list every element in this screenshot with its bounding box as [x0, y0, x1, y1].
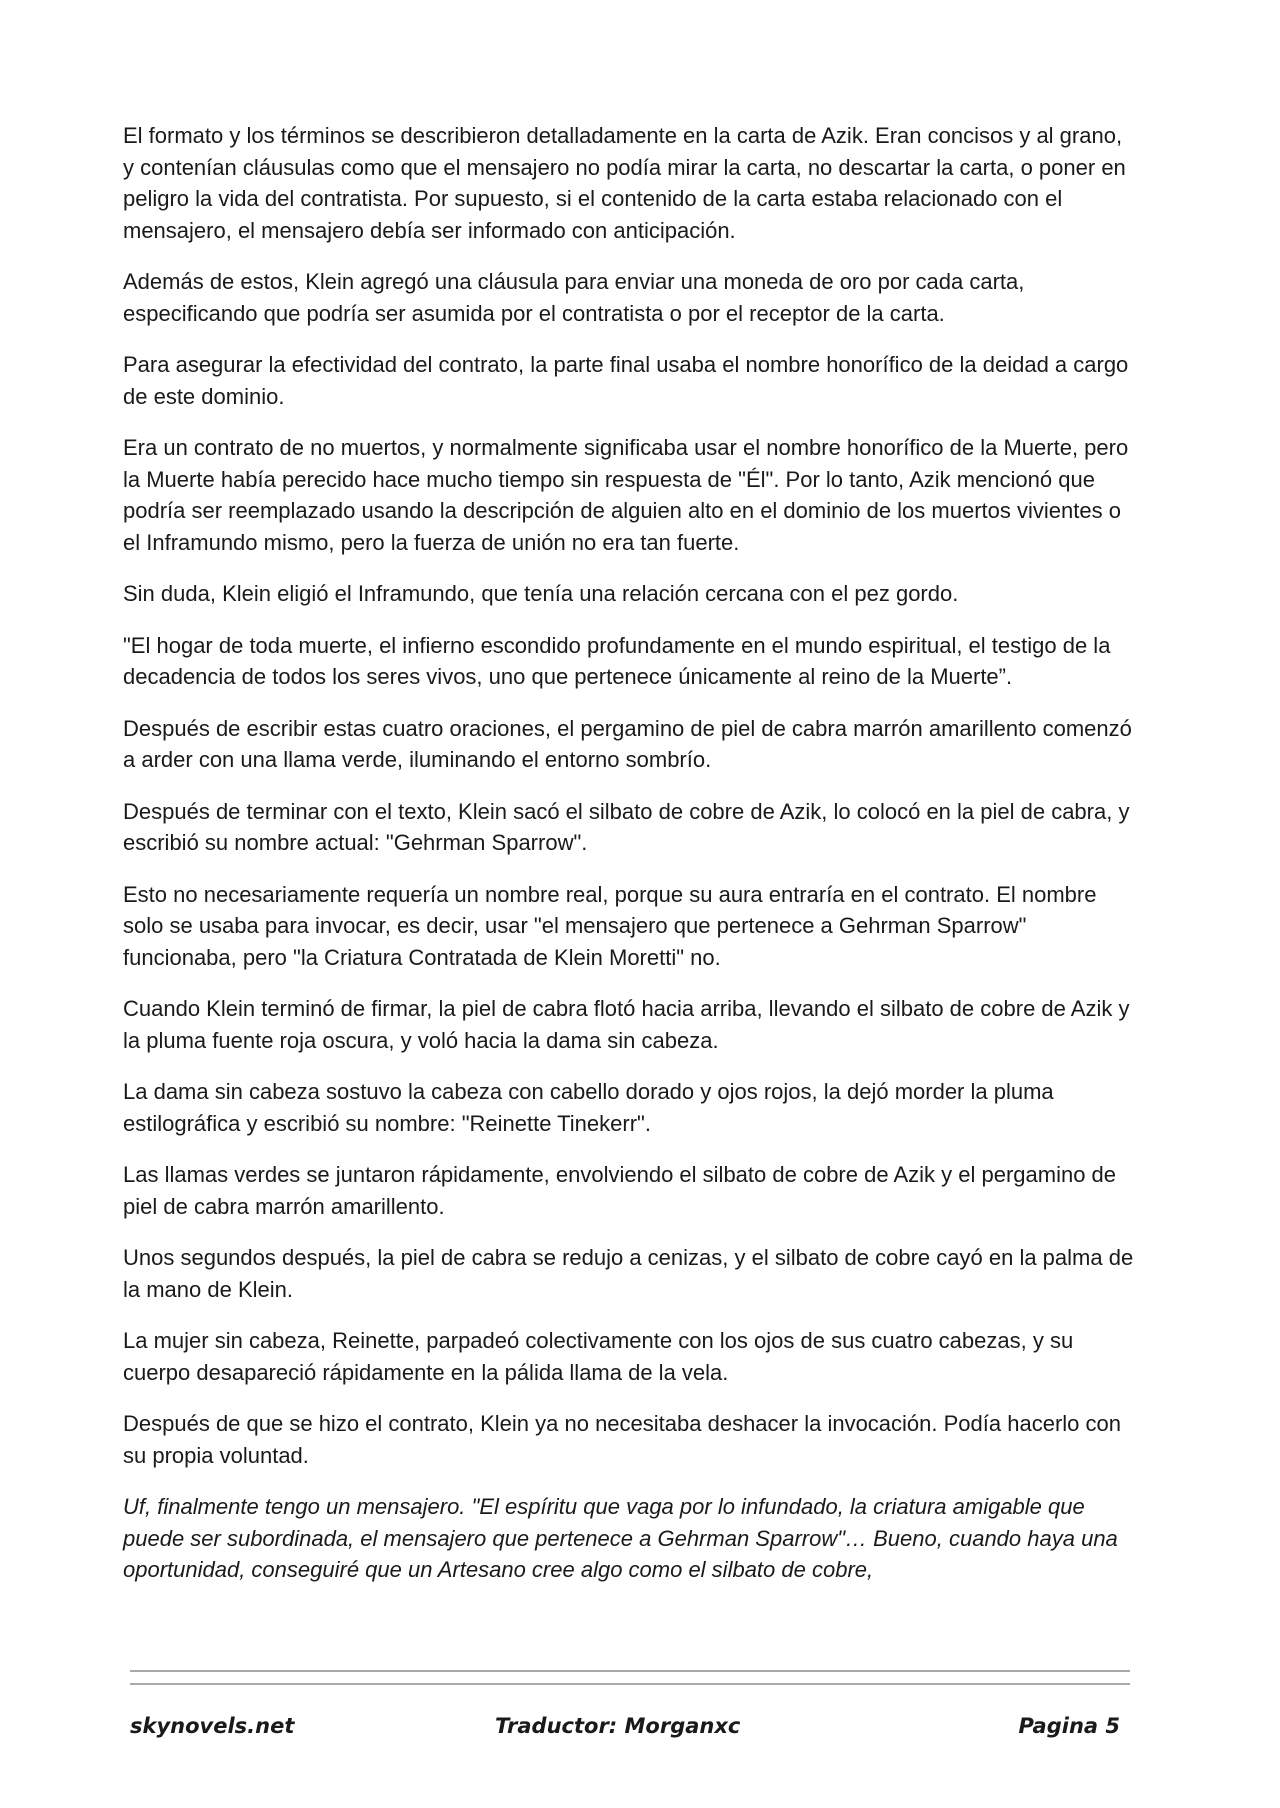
footer-site: skynovels.net: [130, 1714, 295, 1738]
paragraph-1: El formato y los términos se describieron detalladamente en la carta de Azik. Eran concisos y al grano, y contenían cláusulas como que el mensajero no podía mirar la carta, no descartar la carta, o poner en peligro la vida del contratista. Por supuesto, si el contenido de la carta estaba relacionado con el mensajero, el mensajero debía ser informado con anticipación.: [123, 123, 1126, 243]
paragraph-16-inner-thought: Uf, finalmente tengo un mensajero. "El espíritu que vaga por lo infundado, la criatura amigable que puede ser subordinada, el mensajero que pertenece a Gehrman Sparrow"… Bueno, cuando haya una oportunidad, conseguiré que un Artesano cree algo como el silbato de cobre,: [123, 1494, 1118, 1582]
paragraph-13: Unos segundos después, la piel de cabra se redujo a cenizas, y el silbato de cobre cayó en la palma de la mano de Klein.: [123, 1245, 1134, 1302]
paragraph-2: Además de estos, Klein agregó una cláusula para enviar una moneda de oro por cada carta, especificando que podría ser asumida por el contratista o por el receptor de la carta.: [123, 269, 1025, 326]
paragraph-3: Para asegurar la efectividad del contrato, la parte final usaba el nombre honorífico de la deidad a cargo de este dominio.: [123, 352, 1129, 409]
paragraph-6: "El hogar de toda muerte, el infierno escondido profundamente en el mundo espiritual, el testigo de la decadencia de todos los seres vivos, uno que pertenece únicamente al reino de la Muerte”.: [123, 632, 1111, 689]
paragraph-5: Sin duda, Klein eligió el Inframundo, que tenía una relación cercana con el pez gordo.: [123, 581, 959, 606]
paragraph-11: La dama sin cabeza sostuvo la cabeza con cabello dorado y ojos rojos, la dejó morder la pluma estilográfica y escribió su nombre: "Reinette Tinekerr".: [123, 1079, 1054, 1136]
page-footer: [130, 1714, 1120, 1748]
footer-rule-top: [130, 1670, 1130, 1672]
footer-translator: Traductor: Morganxc: [495, 1714, 741, 1738]
paragraph-8: Después de terminar con el texto, Klein sacó el silbato de cobre de Azik, lo colocó en la piel de cabra, y escribió su nombre actual: "Gehrman Sparrow".: [123, 798, 1130, 855]
chapter-body: [123, 120, 1138, 1606]
footer-rule-bottom: [130, 1683, 1130, 1685]
footer-divider: [130, 1670, 1130, 1685]
paragraph-12: Las llamas verdes se juntaron rápidamente, envolviendo el silbato de cobre de Azik y el pergamino de piel de cabra marrón amarillento.: [123, 1162, 1117, 1219]
paragraph-14: La mujer sin cabeza, Reinette, parpadeó colectivamente con los ojos de sus cuatro cabezas, y su cuerpo desapareció rápidamente en la pálida llama de la vela.: [123, 1328, 1074, 1385]
paragraph-10: Cuando Klein terminó de firmar, la piel de cabra flotó hacia arriba, llevando el silbato de cobre de Azik y la pluma fuente roja oscura, y voló hacia la dama sin cabeza.: [123, 996, 1130, 1053]
footer-page-number: Pagina 5: [1018, 1714, 1120, 1738]
paragraph-15: Después de que se hizo el contrato, Klein ya no necesitaba deshacer la invocación. Podía hacerlo con su propia voluntad.: [123, 1411, 1121, 1468]
paragraph-9: Esto no necesariamente requería un nombre real, porque su aura entraría en el contrato. El nombre solo se usaba para invocar, es decir, usar "el mensajero que pertenece a Gehrman Sparrow" funcionaba, pero "la Criatura Contratada de Klein Moretti" no.: [123, 881, 1097, 970]
paragraph-4: Era un contrato de no muertos, y normalmente significaba usar el nombre honorífico de la Muerte, pero la Muerte había perecido hace mucho tiempo sin respuesta de "Él". Por lo tanto, Azik mencionó que podría ser reemplazado usando la descripción de alguien alto en el dominio de los muertos vivientes o el Inframundo mismo, pero la fuerza de unión no era tan fuerte.: [123, 435, 1129, 555]
paragraph-7: Después de escribir estas cuatro oraciones, el pergamino de piel de cabra marrón amarillento comenzó a arder con una llama verde, iluminando el entorno sombrío.: [123, 715, 1132, 772]
